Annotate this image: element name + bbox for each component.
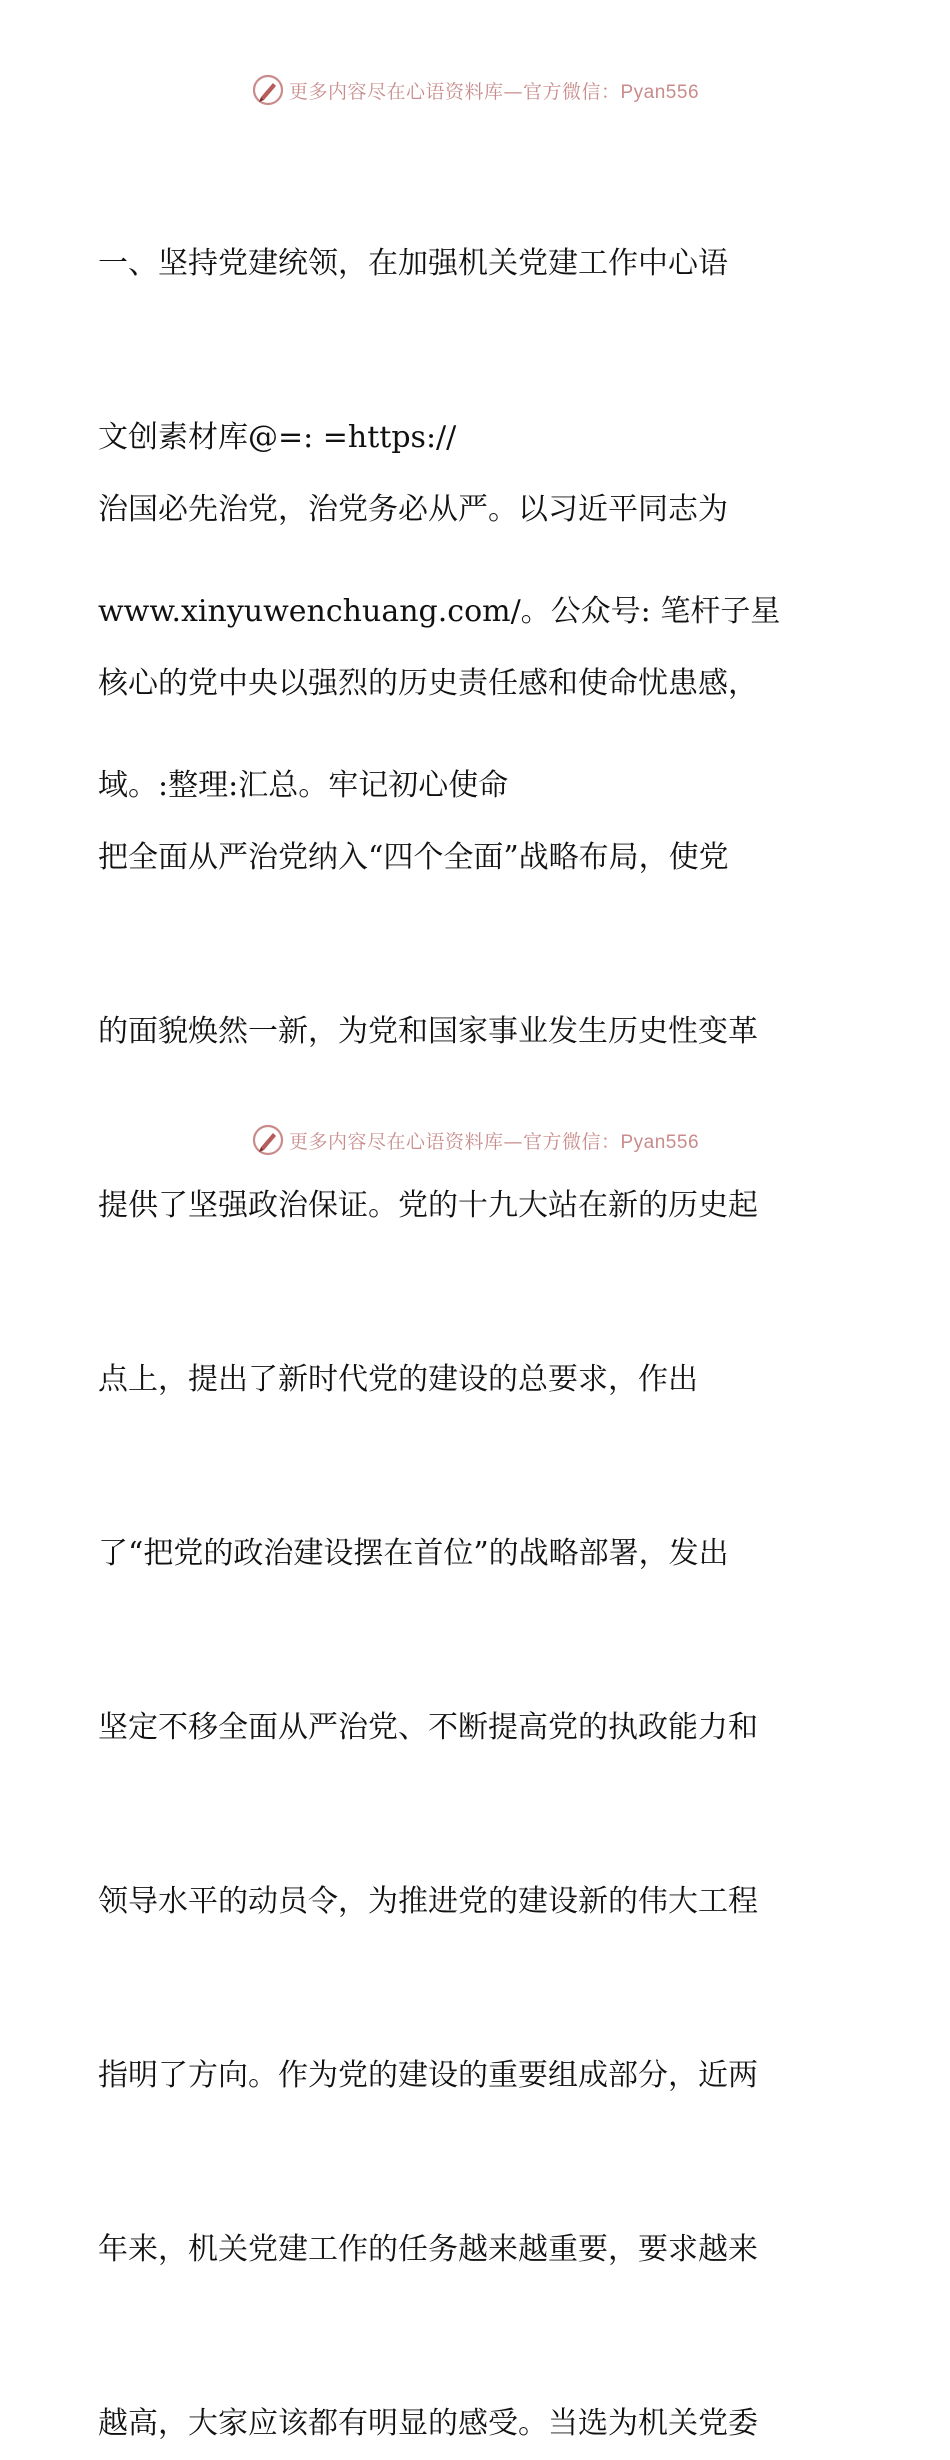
paragraph-line: 把全面从严治党纳入“四个全面”战略布局，使党 xyxy=(98,840,729,875)
paragraph-line: 坚定不移全面从严治党、不断提高党的执政能力和 xyxy=(98,1710,758,1745)
paragraph-line: 治国必先治党，治党务必从严。以习近平同志为 xyxy=(98,492,728,527)
banner-wechat-id: Pyan556 xyxy=(620,81,700,103)
paragraph-line: 的面貌焕然一新，为党和国家事业发生历史性变革 xyxy=(98,1014,758,1049)
paragraph-line: 提供了坚强政治保证。党的十九大站在新的历史起 xyxy=(98,1188,758,1223)
heading-line: 域。:整理:汇总。牢记初心使命 xyxy=(98,768,509,803)
banner-label: 更多内容尽在心语资料库—官方微信： xyxy=(288,1130,621,1153)
heading-line: www.xinyuwenchuang.com/。公众号: 笔杆子星 xyxy=(98,594,781,629)
paragraph-line: 了“把党的政治建设摆在首位”的战略部署，发出 xyxy=(98,1536,729,1571)
banner-wechat-id: Pyan556 xyxy=(620,1131,700,1153)
banner-text xyxy=(289,1127,699,1154)
paragraph-line: 核心的党中央以强烈的历史责任感和使命忧患感， xyxy=(98,666,758,701)
banner-text xyxy=(289,77,699,104)
paragraph-line: 点上，提出了新时代党的建设的总要求，作出 xyxy=(98,1362,698,1397)
paragraph-line: 年来，机关党建工作的任务越来越重要，要求越来 xyxy=(98,2232,758,2267)
paragraph-line: 指明了方向。作为党的建设的重要组成部分，近两 xyxy=(98,2058,758,2093)
heading-line: 一、坚持党建统领，在加强机关党建工作中心语 xyxy=(98,246,728,281)
paragraph-line: 越高，大家应该都有明显的感受。当选为机关党委 xyxy=(98,2406,758,2441)
header-banner xyxy=(0,68,950,112)
pen-logo-icon xyxy=(251,1123,285,1157)
body-paragraph xyxy=(98,365,858,2460)
pen-logo-icon xyxy=(251,73,285,107)
heading-line: 文创素材库@=: =https:// xyxy=(98,420,457,455)
banner-label: 更多内容尽在心语资料库—官方微信： xyxy=(288,80,621,103)
paragraph-line: 领导水平的动员令，为推进党的建设新的伟大工程 xyxy=(98,1884,758,1919)
footer-banner xyxy=(0,1118,950,1162)
